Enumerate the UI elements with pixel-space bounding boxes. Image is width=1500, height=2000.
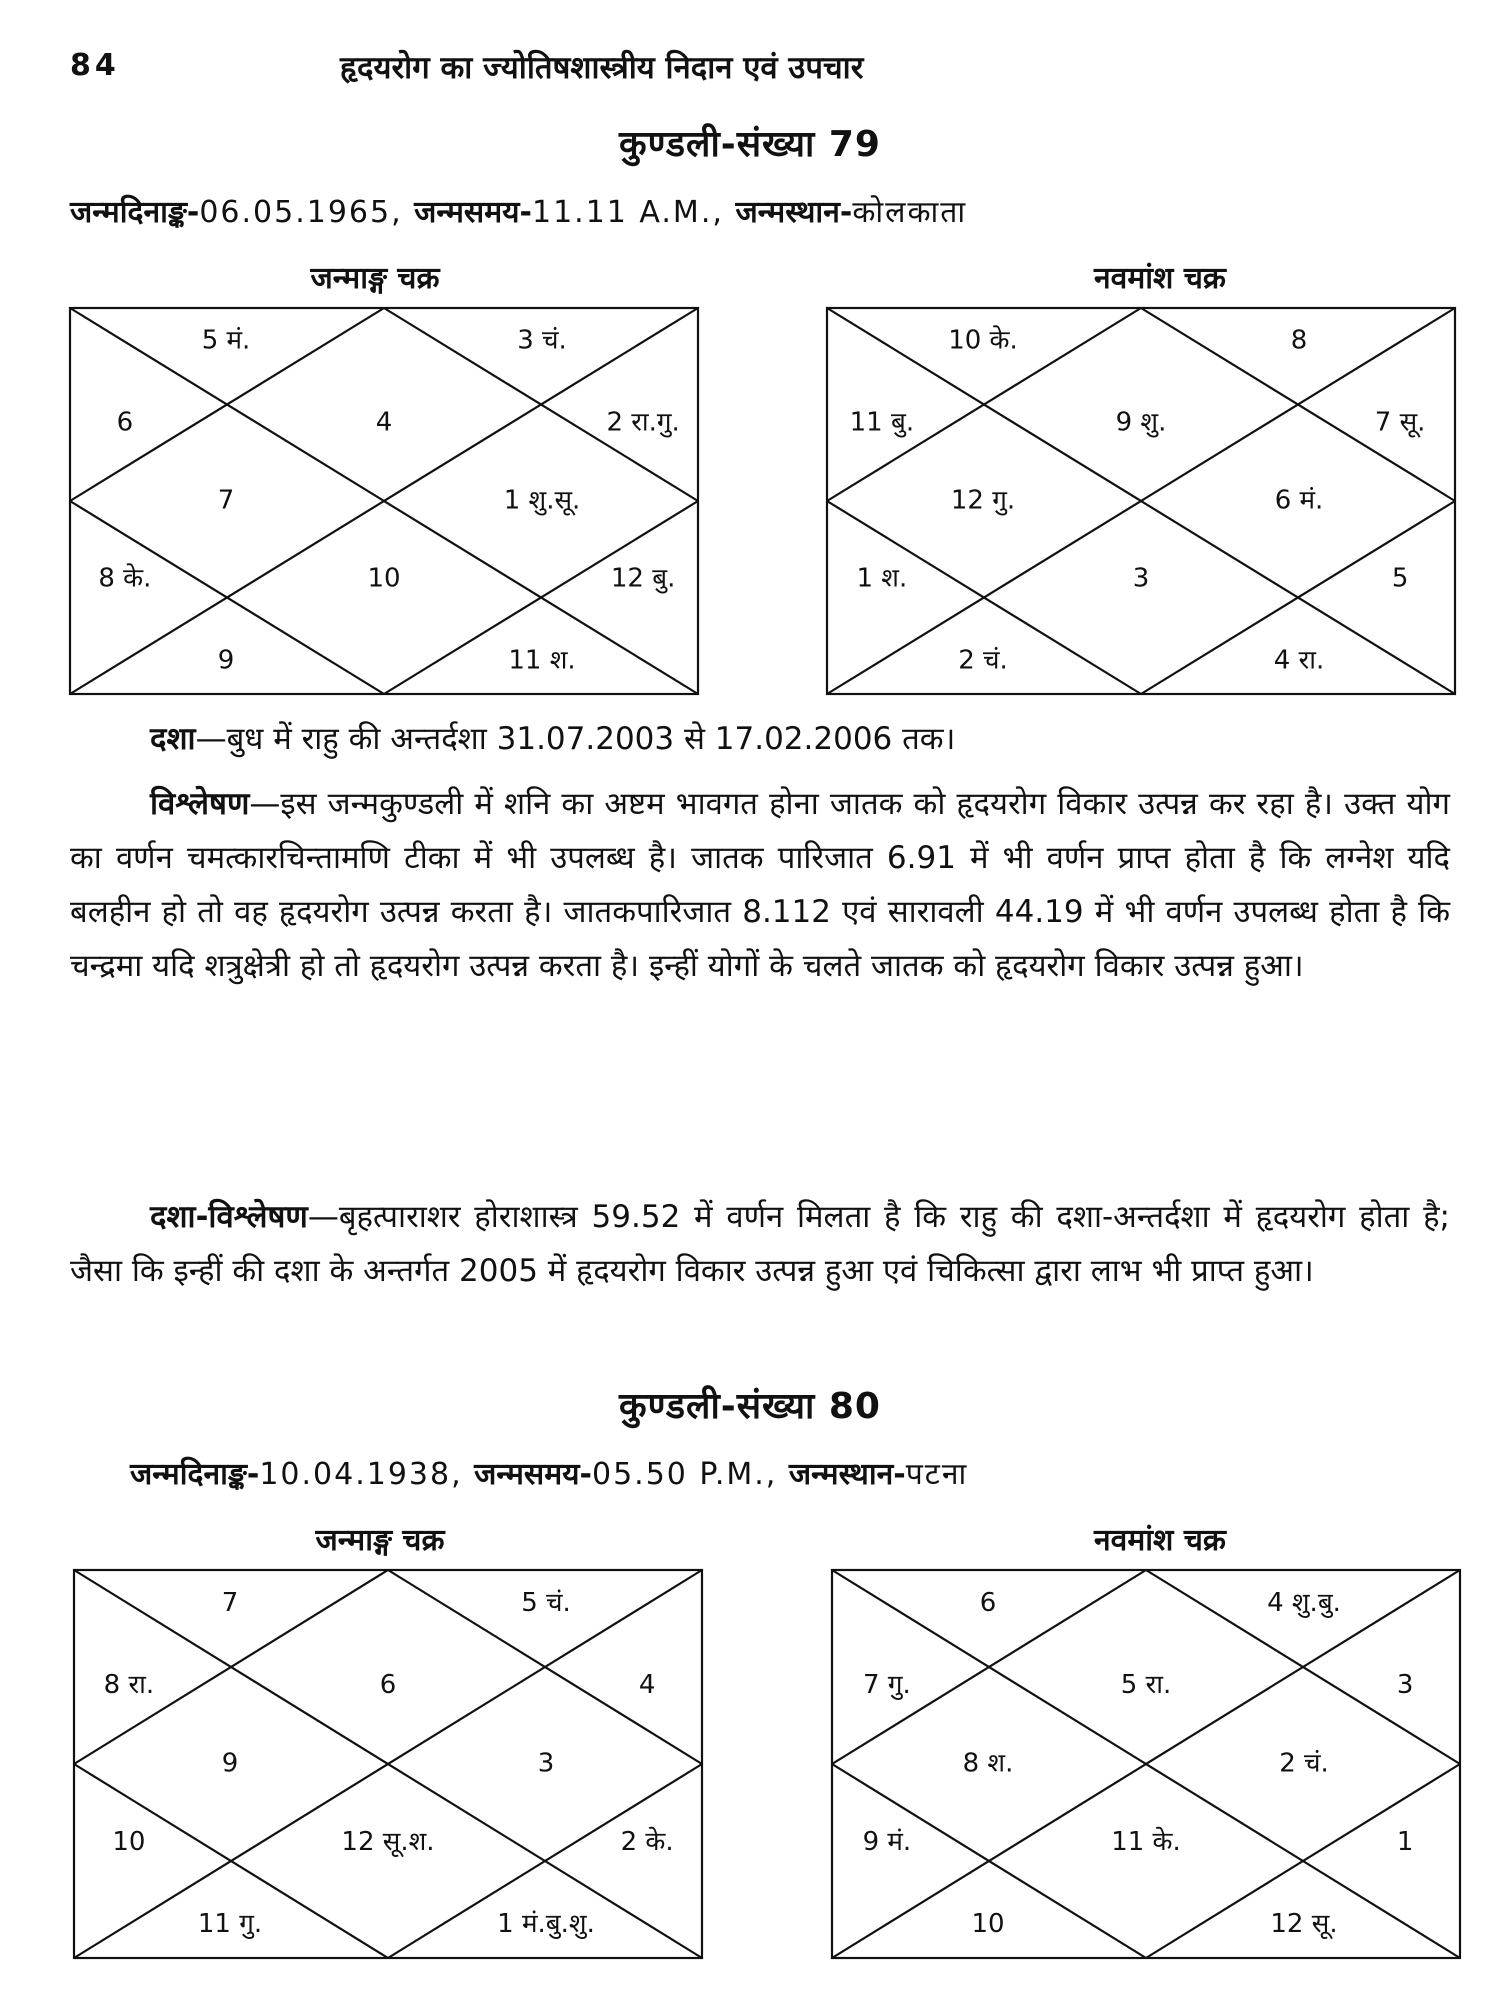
dasha-label: दशा xyxy=(150,721,196,757)
house-top-l: 6 xyxy=(979,1587,997,1618)
house-bot-r: 12 सू. xyxy=(1270,1909,1338,1940)
kundali-80-janmanga-chart xyxy=(72,1568,704,1960)
tob-label: जन्मसमय- xyxy=(414,195,532,230)
house-left-u: 6 xyxy=(116,407,134,438)
house-center-bottom: 12 सू.श. xyxy=(341,1826,435,1857)
house-top-r: 3 चं. xyxy=(517,325,567,356)
dob-value: 10.04.1938, xyxy=(259,1457,463,1492)
kundali-79-janmanga-title: जन्माङ्ग चक्र xyxy=(310,261,440,296)
dob-label: जन्मदिनाङ्क- xyxy=(70,195,200,230)
house-right-l: 2 के. xyxy=(620,1826,674,1857)
house-right-u: 3 xyxy=(1396,1670,1414,1701)
pob-value: पटना xyxy=(905,1457,969,1492)
house-center-bottom: 11 के. xyxy=(1111,1826,1181,1857)
kundali-80-navamsha-chart xyxy=(830,1568,1462,1960)
dob-label: जन्मदिनाङ्क- xyxy=(130,1457,260,1492)
house-bot-l: 9 xyxy=(217,645,235,676)
house-right-l: 5 xyxy=(1391,563,1409,594)
house-right-u: 2 रा.गु. xyxy=(606,407,680,438)
dasha-paragraph xyxy=(70,712,1450,766)
house-center-top: 5 रा. xyxy=(1120,1670,1172,1701)
pob-label: जन्मस्थान- xyxy=(788,1457,906,1492)
analysis-label: विश्लेषण xyxy=(150,786,250,822)
house-center-top: 4 xyxy=(375,407,393,438)
kundali-79-navamsha-chart xyxy=(825,306,1457,696)
house-center-bottom: 3 xyxy=(1132,563,1150,594)
house-right-l: 1 xyxy=(1396,1826,1414,1857)
house-center-left: 12 गु. xyxy=(950,485,1016,516)
pob-value: कोलकाता xyxy=(852,195,968,230)
dob-value: 06.05.1965, xyxy=(199,195,403,230)
house-left-u: 11 बु. xyxy=(849,407,915,438)
house-top-l: 5 मं. xyxy=(201,325,251,356)
house-left-l: 8 के. xyxy=(98,563,152,594)
kundali-80-janmanga-title: जन्माङ्ग चक्र xyxy=(315,1523,445,1558)
kundali-80-navamsha-title: नवमांश चक्र xyxy=(1094,1523,1226,1558)
dasha-analysis-text: —बृहत्पाराशर होराशास्त्र 59.52 में वर्णन मिलता है कि राहु की दशा-अन्तर्दशा में हृदयरोग होता है; जैसा कि इन्हीं की दशा के अन्तर्गत 2005 में हृदयरोग विकार उत्पन्न हुआ एवं चिकित्सा द्वारा लाभ भी प्राप्त हुआ। xyxy=(70,1199,1450,1289)
house-center-top: 9 शु. xyxy=(1115,407,1167,438)
analysis-paragraph xyxy=(70,777,1450,993)
house-center-right: 1 शु.सू. xyxy=(503,485,581,516)
house-top-r: 4 शु.बु. xyxy=(1267,1587,1341,1618)
kundali-79-title: कुण्डली-संख्या 79 xyxy=(619,124,881,165)
house-left-l: 9 मं. xyxy=(862,1826,912,1857)
house-top-r: 5 चं. xyxy=(521,1587,571,1618)
dasha-analysis-paragraph xyxy=(70,1190,1450,1298)
house-top-r: 8 xyxy=(1290,325,1308,356)
house-bot-l: 10 xyxy=(971,1909,1005,1940)
house-center-right: 2 चं. xyxy=(1279,1748,1329,1779)
house-center-right: 3 xyxy=(537,1748,555,1779)
analysis-text: —इस जन्मकुण्डली में शनि का अष्टम भावगत होना जातक को हृदयरोग विकार उत्पन्न कर रहा है। उक्त योग का वर्णन चमत्कारचिन्तामणि टीका में भी उपलब्ध है। जातक पारिजात 6.91 में भी वर्णन प्राप्त होता है कि लग्नेश यदि बलहीन हो तो वह हृदयरोग उत्पन्न करता है। जातकपारिजात 8.112 एवं सारावली 44.19 में भी वर्णन उपलब्ध होता है कि चन्द्रमा यदि शत्रुक्षेत्री हो तो हृदयरोग उत्पन्न करता है। इन्हीं योगों के चलते जातक को हृदयरोग विकार उत्पन्न हुआ। xyxy=(70,786,1450,984)
house-left-l: 10 xyxy=(112,1826,146,1857)
dasha-analysis-label: दशा-विश्लेषण xyxy=(150,1199,308,1235)
house-center-top: 6 xyxy=(379,1670,397,1701)
house-center-left: 8 श. xyxy=(962,1748,1014,1779)
house-center-bottom: 10 xyxy=(367,563,401,594)
kundali-79-birth-details xyxy=(70,190,967,231)
house-bot-r: 1 मं.बु.शु. xyxy=(497,1909,595,1940)
house-left-l: 1 श. xyxy=(856,563,908,594)
house-top-l: 7 xyxy=(221,1587,239,1618)
house-left-u: 7 गु. xyxy=(863,1670,911,1701)
tob-value: 05.50 P.M., xyxy=(591,1457,778,1492)
tob-label: जन्मसमय- xyxy=(474,1457,592,1492)
pob-label: जन्मस्थान- xyxy=(735,195,853,230)
house-left-u: 8 रा. xyxy=(103,1670,155,1701)
house-right-u: 4 xyxy=(638,1670,656,1701)
house-top-l: 10 के. xyxy=(948,325,1018,356)
house-bot-l: 11 गु. xyxy=(197,1909,263,1940)
house-center-right: 6 मं. xyxy=(1274,485,1324,516)
house-right-u: 7 सू. xyxy=(1374,407,1426,438)
house-bot-r: 4 रा. xyxy=(1273,645,1325,676)
house-bot-r: 11 श. xyxy=(508,645,576,676)
house-center-left: 7 xyxy=(217,485,235,516)
tob-value: 11.11 A.M., xyxy=(531,195,724,230)
house-center-left: 9 xyxy=(221,1748,239,1779)
house-bot-l: 2 चं. xyxy=(958,645,1008,676)
dasha-text: —बुध में राहु की अन्तर्दशा 31.07.2003 से 17.02.2006 तक। xyxy=(195,721,956,757)
house-right-l: 12 बु. xyxy=(610,563,676,594)
kundali-79-janmanga-chart xyxy=(68,306,700,696)
kundali-80-title: कुण्डली-संख्या 80 xyxy=(619,1386,881,1427)
kundali-80-birth-details xyxy=(130,1452,968,1493)
page-number: 84 xyxy=(70,48,120,83)
running-head: हृदयरोग का ज्योतिषशास्त्रीय निदान एवं उपचार xyxy=(340,50,864,86)
kundali-79-navamsha-title: नवमांश चक्र xyxy=(1094,261,1226,296)
